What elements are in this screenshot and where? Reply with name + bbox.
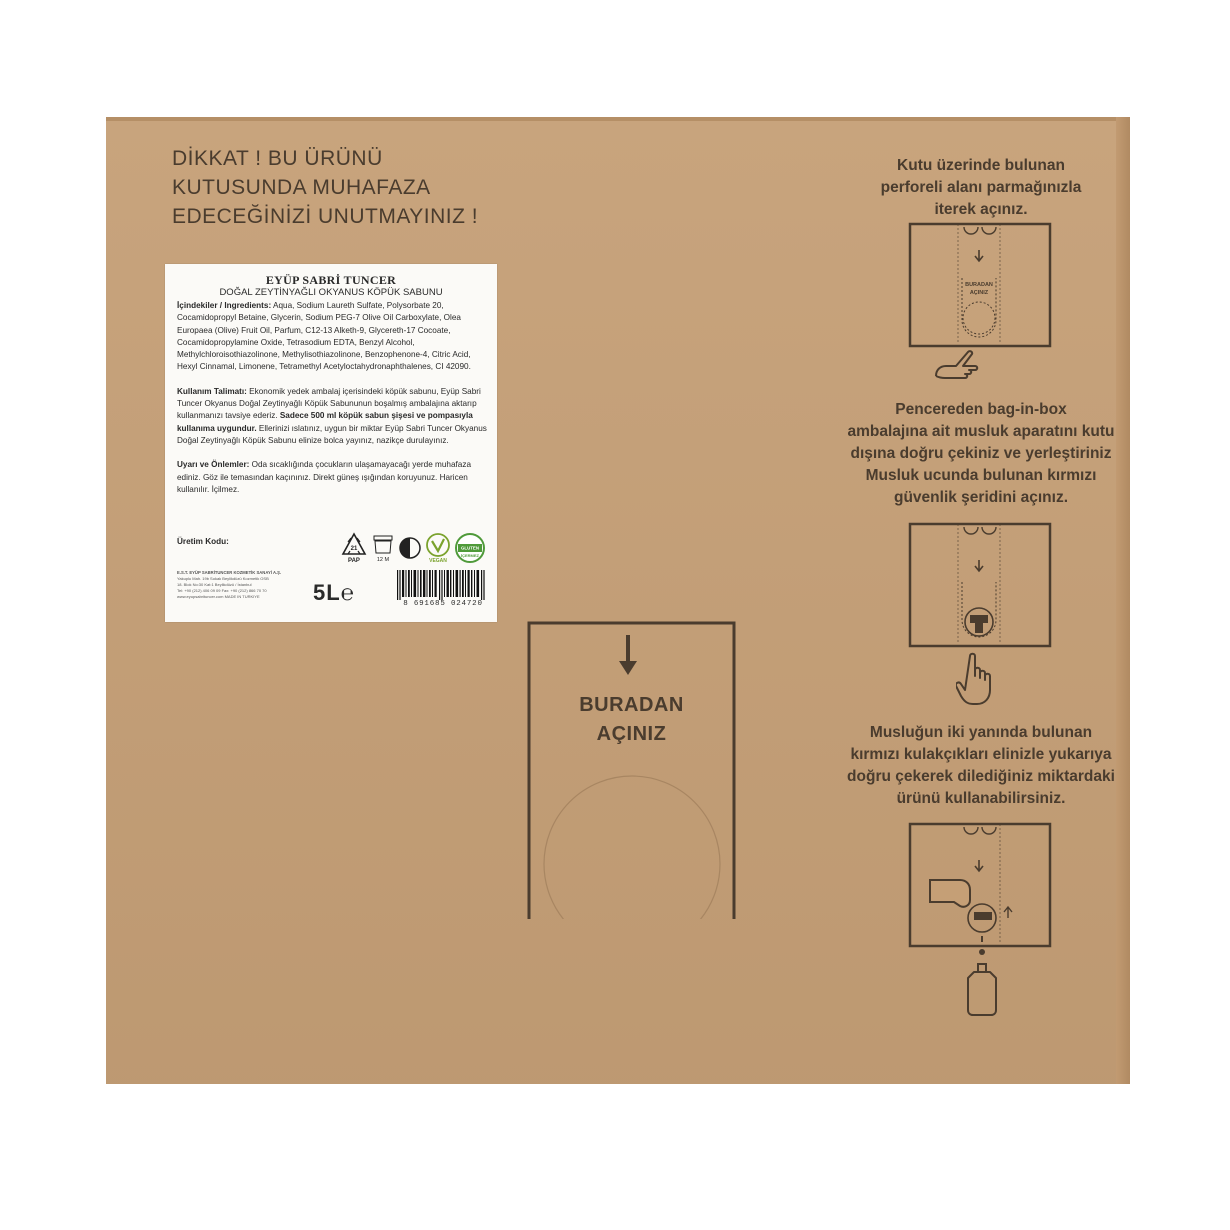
instruction-line: perforeli alanı parmağınızla <box>880 179 1082 196</box>
vegan-badge-icon <box>425 532 451 564</box>
instruction-line: doğru çekerek dilediğiniz miktardaki <box>847 768 1115 785</box>
manufacturer-line: www.eyupsabrituncer.com MADE IN TURKIYE <box>177 594 260 599</box>
barcode-icon <box>397 570 487 600</box>
diagram-label: BURADAN <box>965 282 993 288</box>
pulling-hand-icon <box>956 652 1004 708</box>
ingredients-list: Aqua, Sodium Laureth Sulfate, Polysorbate 20, Cocamidopropyl Betaine, Glycerin, Sodium PEG-7 Olive Oil Carboxylate, Olea Europaea (Olive) Fruit Oil, Parfum, C12-13 Alketh-9, Glycereth-17 Cocoate, Cocamidopropylamine Oxide, Tetrasodium EDTA, Benzyl Alcohol, Methylchloroisothiazolinone, Methylisothiazolinone, Benzophenone-4, Citric Acid, Hexyl Cinnamal, Limonene, Tetramethyl Acetyloctahydronaphthalenes, CI 42090. <box>177 301 471 372</box>
box-top-edge <box>106 117 1130 121</box>
open-here-line: BURADAN <box>579 694 684 716</box>
open-here-line: AÇINIZ <box>596 723 667 745</box>
instruction-step-3 <box>810 722 1152 810</box>
warnings-text <box>177 459 489 496</box>
manufacturer-line: Tel: +90 (212) 406 09 09 Fax: +90 (212) 866 70 70 <box>177 588 267 593</box>
pointing-hand-icon <box>930 348 986 388</box>
ingredients-text <box>177 300 489 374</box>
brand-name: EYÜP SABRİ TUNCER <box>265 273 397 287</box>
product-label <box>165 264 497 622</box>
instruction-line: ürünü kullanabilirsiniz. <box>896 790 1066 807</box>
gluten-text-bottom: İÇERMEZ <box>461 553 479 558</box>
instruction-line: Pencereden bag-in-box <box>895 401 1067 418</box>
storage-warning <box>172 144 478 231</box>
instruction-line: Musluğun iki yanında bulunan <box>869 724 1093 741</box>
instruction-line: iterek açınız. <box>934 201 1028 218</box>
instruction-line: ambalajına ait musluk aparatını kutu <box>847 423 1115 440</box>
product-name: DOĞAL ZEYTİNYAĞLI OKYANUS KÖPÜK SABUNU <box>219 287 443 298</box>
recycle-icon <box>341 532 367 564</box>
warnings-heading: Uyarı ve Önlemler: <box>177 460 250 470</box>
gluten-text-top: GLUTEN <box>460 545 480 551</box>
usage-part-2: Ellerinizi ıslatınız, uygun bir miktar Eyüp Sabri Tuncer Okyanus Doğal Zeytinyağlı Köpük Sabunu elinize bolca yayınız, nazikçe durulayınız. <box>177 423 487 445</box>
box-right-edge <box>1116 117 1130 1084</box>
instruction-line: güvenlik şeridini açınız. <box>894 489 1068 506</box>
green-dot-icon <box>398 536 422 560</box>
recycle-code: 21 <box>350 546 358 552</box>
perforated-window <box>527 621 736 919</box>
production-code-label: Üretim Kodu: <box>177 537 229 546</box>
recycle-material: PAP <box>348 558 360 564</box>
ingredients-heading: İçindekiler / Ingredients: <box>177 301 272 310</box>
warning-line: KUTUSUNDA MUHAFAZA <box>172 176 431 199</box>
instruction-step-2 <box>808 399 1154 509</box>
instruction-line: Musluk ucunda bulunan kırmızı <box>865 467 1097 484</box>
instruction-line: dışına doğru çekiniz ve yerleştiriniz <box>850 445 1112 462</box>
diagram-label: AÇINIZ <box>969 290 989 296</box>
step-3-diagram <box>908 822 1052 948</box>
label-body <box>177 300 489 508</box>
warning-line: DİKKAT ! BU ÜRÜNÜ <box>172 147 383 170</box>
warnings-body: Oda sıcaklığında çocukların ulaşamayacağı yerde muhafaza ediniz. Göz ile temasından kaçınınız. Direkt güneş ışığından koruyunuz. Haricen kullanılır. İçilmez. <box>177 460 471 494</box>
instruction-step-1 <box>840 155 1122 221</box>
manufacturer-title: E.S.T. EYÜP SABRİTUNCER KOZMETİK SANAYİ A.Ş. <box>177 570 282 575</box>
manufacturer-line: 18. Blok No:30 Kat:1 Beylikdüzü / İstanbul <box>177 582 252 587</box>
warning-line: EDECEĞİNİZİ UNUTMAYINIZ ! <box>172 205 479 228</box>
volume-mark: 5L℮ <box>313 580 355 605</box>
vegan-text: VEGAN <box>429 558 447 564</box>
usage-text <box>177 386 489 447</box>
instruction-line: kırmızı kulakçıkları elinizle yukarıya <box>850 746 1112 763</box>
foam-bottle-icon <box>960 948 1004 1016</box>
open-here-label <box>527 691 736 749</box>
usage-heading: Kullanım Talimatı: <box>177 386 247 396</box>
gluten-free-badge-icon <box>454 532 486 564</box>
pao-jar-icon <box>371 532 395 564</box>
step-2-diagram <box>908 522 1052 648</box>
manufacturer-line: Yakuplu Mah. 19b Sokak Beylikdüzü Kozmetik OSB <box>177 576 269 581</box>
step-1-diagram <box>908 222 1052 348</box>
usage-part-1: Ekonomik yedek ambalaj içerisindeki köpük sabunu, Eyüp Sabri Tuncer Okyanus Doğal Zeytinyağlı Köpük Sabununun boşalmış ambalajına aktarıp kullanmanızı tavsiye ederiz. <box>177 386 481 421</box>
instruction-line: Kutu üzerinde bulunan <box>897 157 1065 174</box>
barcode-number: 8 691685 024720 <box>403 600 483 608</box>
usage-bold: Sadece 500 ml köpük sabun şişesi ve pompasıyla kullanıma uygundur. <box>177 411 473 433</box>
pao-text: 12 M <box>376 557 390 563</box>
